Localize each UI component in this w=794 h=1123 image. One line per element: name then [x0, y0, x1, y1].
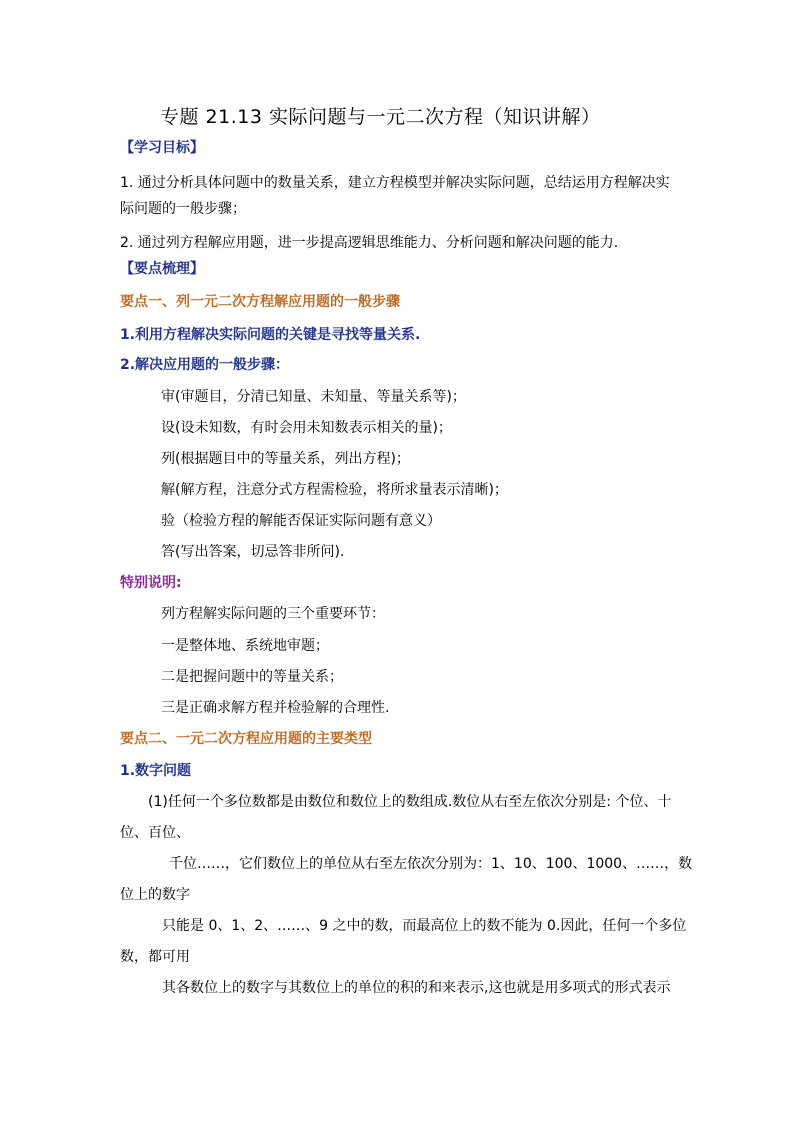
special-item-3: 三是正确求解方程并检验解的合理性.	[161, 700, 390, 716]
point-1-item-2: 2.解决应用题的一般步骤：	[120, 357, 290, 373]
goal-2: 2. 通过列方程解应用题，进一步提高逻辑思维能力、分析问题和解决问题的能力.	[120, 235, 619, 251]
step-yan: 验（检验方程的解能否保证实际问题有意义）	[161, 513, 441, 529]
special-item-1: 一是整体地、系统地审题；	[161, 638, 329, 654]
digit-para-3-line-b: 数，都可用	[120, 949, 190, 965]
point-2-item-1: 1.数字问题	[120, 763, 192, 779]
digit-para-4-line-a: 其各数位上的数字与其数位上的单位的积的和来表示,这也就是用多项式的形式表示	[162, 980, 671, 996]
digit-para-1-line-a: (1)任何一个多位数都是由数位和数位上的数组成.数位从右至左依次分别是: 个位、十	[148, 794, 672, 810]
digit-para-3-line-a: 只能是 0、1、2、……、9 之中的数，而最高位上的数不能为 0.因此，任何一个多位	[162, 918, 687, 934]
digit-para-2-line-b: 位上的数字	[120, 887, 190, 903]
point-1-heading: 要点一、列一元二次方程解应用题的一般步骤	[120, 294, 400, 310]
goal-1-line-b: 际问题的一般步骤；	[120, 201, 246, 217]
special-item-2: 二是把握问题中的等量关系；	[161, 669, 343, 685]
page-title: 专题 21.13 实际问题与一元二次方程（知识讲解）	[160, 106, 601, 128]
step-jie: 解(解方程，注意分式方程需检验，将所求量表示清晰)；	[161, 482, 508, 498]
step-shen: 审(审题目，分清已知量、未知量、等量关系等)；	[161, 389, 466, 405]
key-points-tag: 【要点梳理】	[120, 261, 204, 277]
step-da: 答(写出答案，切忌答非所问).	[161, 544, 345, 560]
step-she: 设(设未知数，有时会用未知数表示相关的量)；	[161, 420, 452, 436]
digit-para-1-line-b: 位、百位、	[120, 825, 190, 841]
point-2-heading: 要点二、一元二次方程应用题的主要类型	[120, 731, 372, 747]
special-item-0: 列方程解实际问题的三个重要环节：	[161, 606, 385, 622]
goal-1-line-a: 1. 通过分析具体问题中的数量关系，建立方程模型并解决实际问题，总结运用方程解决实	[120, 175, 670, 191]
special-note-heading: 特别说明:	[120, 575, 182, 591]
digit-para-2-line-a: 千位……，它们数位上的单位从右至左依次分别为：1、10、100、1000、……，数	[169, 856, 693, 872]
step-lie: 列(根据题目中的等量关系，列出方程)；	[161, 451, 410, 467]
learning-goals-tag: 【学习目标】	[120, 140, 204, 156]
point-1-item-1: 1.利用方程解决实际问题的关键是寻找等量关系.	[120, 327, 421, 343]
